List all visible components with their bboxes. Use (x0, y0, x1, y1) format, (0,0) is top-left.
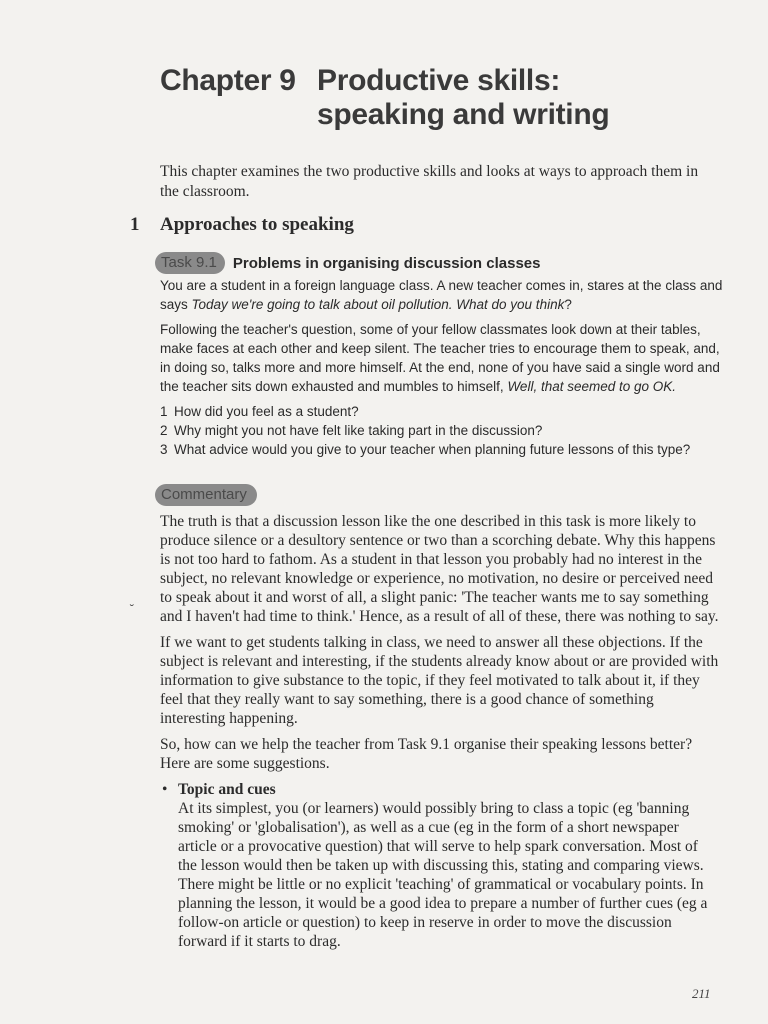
task-questions (160, 402, 730, 459)
question-text: How did you feel as a student? (174, 404, 359, 419)
chapter-title (160, 64, 609, 132)
question-text: What advice would you give to your teacher when planning future lessons of this type? (174, 442, 691, 457)
commentary-paragraph-2: If we want to get students talking in class, we need to answer all these objections. If the subject is relevant and interesting, if the students already know about or are provided with information to give substance to the topic, if they feel motivated to talk about it, if they feel that they really want to say something, there is a good chance of something interesting happening. (160, 634, 719, 727)
chapter-title-line1: Productive skills: (317, 64, 561, 97)
question-number: 3 (160, 442, 168, 457)
task-badge: Task 9.1 (155, 252, 225, 274)
chapter-number: Chapter 9 (160, 64, 296, 97)
commentary-paragraph-1: The truth is that a discussion lesson like the one described in this task is more likely to produce silence or a desultory sentence or two than a scorching debate. Why this happens is not too hard to fathom. As a student in that lesson you probably had no interest in the subject, no relevant knowledge or experience, no motivation, no desire or perceived need to speak about it and worst of all, a slight panic: 'The teacher wants me to say something and I haven't had time to think.' Hence, as a result of all of these, there was nothing to say. (160, 513, 719, 625)
task-paragraph-1 (160, 276, 730, 314)
question-text: Why might you not have felt like taking part in the discussion? (174, 423, 543, 438)
task-title: Problems in organising discussion classes (232, 254, 541, 272)
question-number: 1 (160, 404, 168, 419)
task-paragraph-2 (160, 320, 730, 396)
question-number: 2 (160, 423, 168, 438)
task-paragraph-1-end: ? (564, 297, 572, 312)
task-paragraph-2-text: Following the teacher's question, some of your fellow classmates look down at their tables, make faces at each other and keep silent. The teacher tries to encourage them to speak, and, in doing so, talks more and more himself. At the end, none of you have said a single word and the teacher sits down exhausted and mumbles to himself, (160, 322, 720, 394)
task-header (155, 252, 540, 274)
task-question (160, 421, 730, 440)
commentary-badge: Commentary (155, 484, 257, 506)
task-question (160, 440, 730, 459)
page-number: 211 (692, 986, 711, 1001)
bullet-heading: Topic and cues (178, 781, 276, 798)
section-heading (130, 214, 354, 236)
task-paragraph-2-quote: Well, that seemed to go OK. (507, 379, 677, 394)
margin-mark: ˘ (130, 602, 134, 616)
commentary-body (160, 512, 720, 951)
task-paragraph-1-quote: Today we're going to talk about oil pollution. What do you think (191, 297, 565, 312)
bullet-dot: • (162, 781, 168, 798)
chapter-title-line2: speaking and writing (317, 98, 610, 131)
commentary-paragraph-3: So, how can we help the teacher from Task 9.1 organise their speaking lessons better? Here are some suggestions. (160, 736, 693, 772)
suggestion-bullet (160, 780, 720, 951)
section-title: Approaches to speaking (160, 214, 354, 235)
task-paragraph-1-text: You are a student in a foreign language class. A new teacher comes in, stares at the class and says (160, 278, 723, 312)
section-number: 1 (130, 214, 140, 235)
task-question (160, 402, 730, 421)
bullet-text: At its simplest, you (or learners) would possibly bring to class a topic (eg 'banning smoking' or 'globalisation'), as well as a cue (eg in the form of a short newspaper article or a provocative question) that will serve to help spark conversation. Most of the lesson would then be taken up with discussing this, stating and comparing views. There might be little or no explicit 'teaching' of grammatical or vocabulary points. In planning the lesson, it would be a good idea to prepare a number of further cues (eg a follow-on article or question) to keep in reserve in order to move the discussion forward if it starts to drag. (178, 800, 708, 950)
chapter-intro: This chapter examines the two productive skills and looks at ways to approach them in the classroom. (160, 163, 699, 200)
task-body (160, 276, 730, 459)
